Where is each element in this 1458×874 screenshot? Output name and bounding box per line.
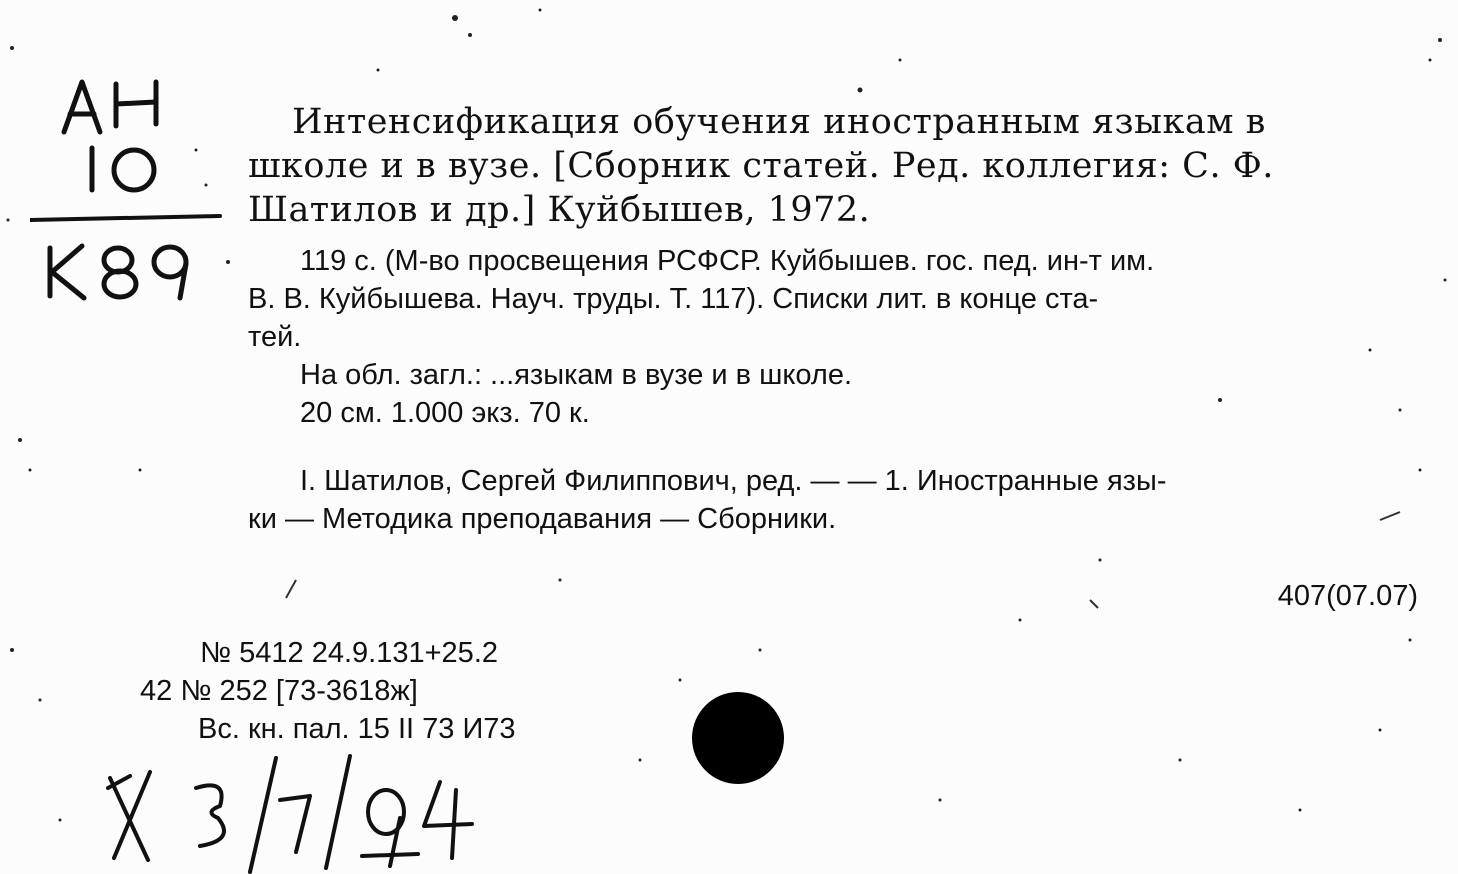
collation-line-3: тей. (248, 321, 302, 353)
card-punch-hole (692, 692, 784, 784)
collation-line-1: 119 с. (М-во просвещения РСФСР. Куйбышев. гос. пед. ин-т им. (300, 245, 1155, 277)
title-line-1: Интенсификация обучения иностранным языкам в (292, 102, 1266, 142)
registration-stamps (140, 634, 516, 748)
collation-line-2: В. В. Куйбышева. Науч. труды. Т. 117). Списки лит. в конце ста- (248, 283, 1099, 315)
title-line-3: Шатилов и др.] Куйбышев, 1972. (248, 190, 871, 230)
stamp-line-1: № 5412 24.9.131+25.2 (200, 637, 499, 669)
size-price: 20 см. 1.000 экз. 70 к. (300, 397, 590, 429)
class-number: 407(07.07) (1277, 580, 1418, 612)
main-entry (248, 100, 1428, 232)
call-number (30, 70, 230, 310)
collation (248, 242, 1428, 432)
stamp-line-2: 42 № 252 [73-3618ж] (140, 675, 418, 707)
tracing-line-2: ки — Методика преподавания — Сборники. (248, 503, 837, 535)
stamp-line-3: Вс. кн. пал. 15 II 73 И73 (198, 713, 516, 745)
cover-title-note: На обл. загл.: ...языкам в вузе и в школе. (300, 359, 853, 391)
title-line-2: школе и в вузе. [Сборник статей. Ред. коллегия: С. Ф. (248, 146, 1274, 186)
tracing-line-1: I. Шатилов, Сергей Филиппович, ред. — — 1. Иностранные язы- (300, 465, 1167, 497)
handwritten-note (100, 748, 500, 874)
tracings (248, 462, 1428, 538)
